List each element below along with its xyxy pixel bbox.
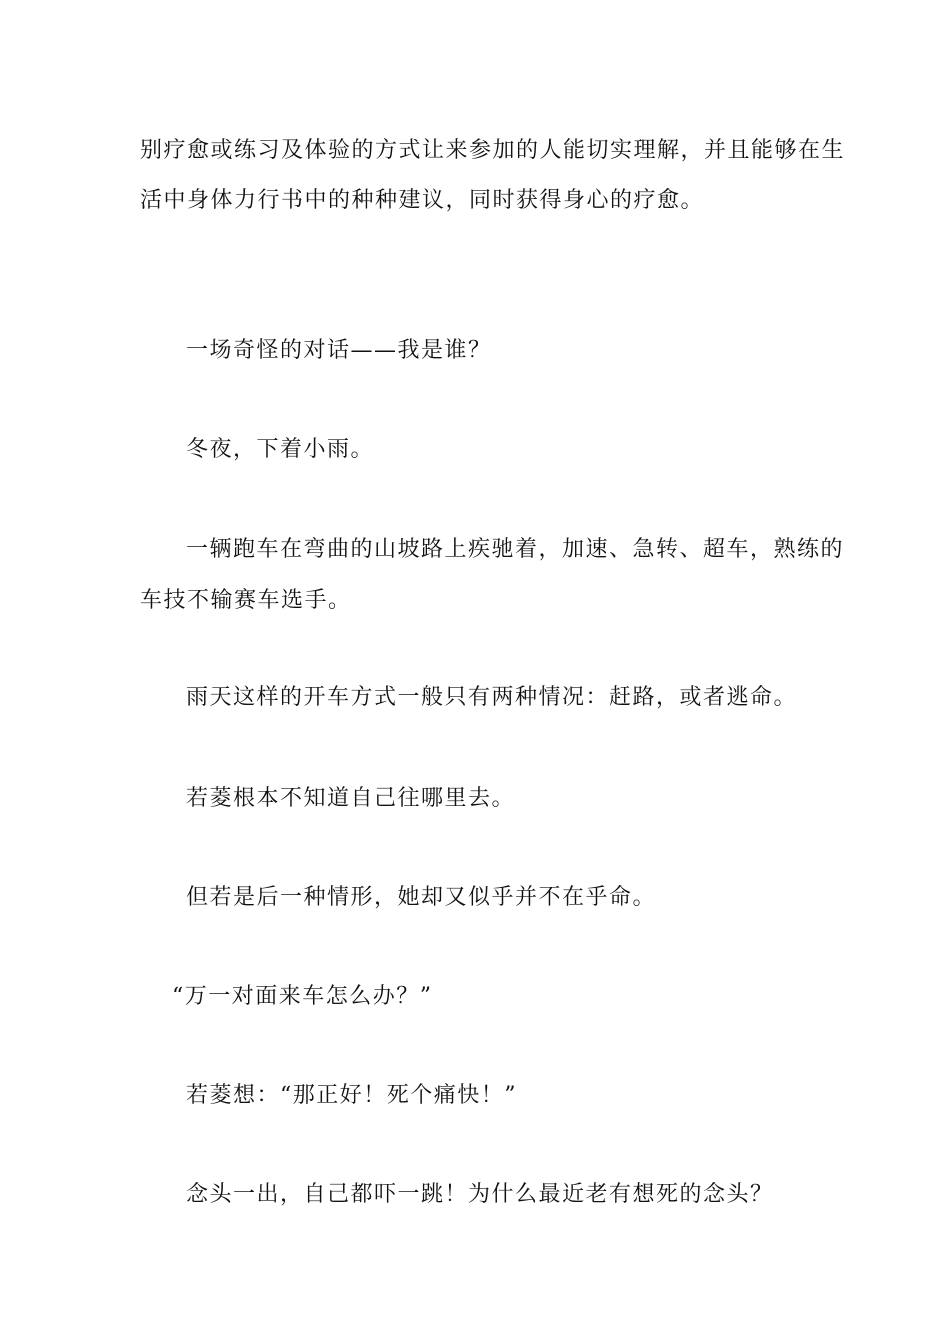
paragraph-line-7: 若菱根本不知道自己往哪里去。 bbox=[186, 786, 516, 811]
paragraph-line-8: 但若是后一种情形，她却又似乎并不在乎命。 bbox=[186, 885, 657, 910]
paragraph-line-3: 冬夜，下着小雨。 bbox=[186, 437, 375, 462]
paragraph-line-9: “万一对面来车怎么办？” bbox=[172, 984, 433, 1009]
paragraph-line-2: 活中身体力行书中的种种建议，同时获得身心的疗愈。 bbox=[140, 188, 705, 213]
paragraph-line-11: 念头一出，自己都吓一跳！为什么最近老有想死的念头？ bbox=[186, 1182, 774, 1207]
paragraph-line-6: 雨天这样的开车方式一般只有两种情况：赶路，或者逃命。 bbox=[186, 685, 798, 710]
paragraph-line-10: 若菱想：“那正好！死个痛快！” bbox=[186, 1083, 517, 1108]
section-heading: 一场奇怪的对话——我是谁？ bbox=[186, 338, 492, 363]
paragraph-line-1: 别疗愈或练习及体验的方式让来参加的人能切实理解，并且能够在生 bbox=[140, 138, 846, 163]
paragraph-line-4: 一辆跑车在弯曲的山坡路上疾驰着，加速、急转、超车，熟练的 bbox=[186, 537, 845, 562]
paragraph-line-5: 车技不输赛车选手。 bbox=[140, 588, 352, 613]
